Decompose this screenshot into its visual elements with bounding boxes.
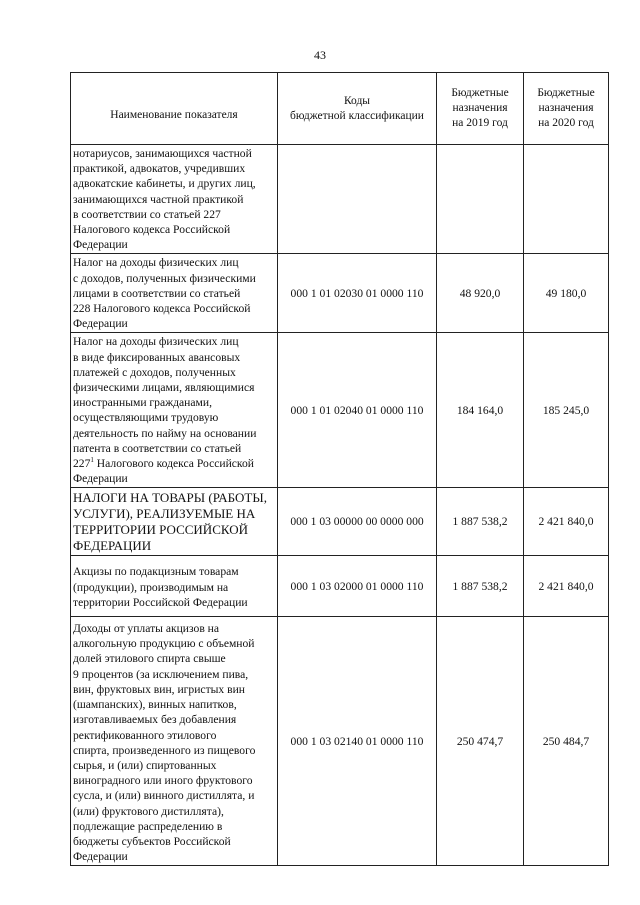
article-superscript: 1 [90,456,94,465]
row-code-cell: 000 1 03 02000 01 0000 110 [278,556,437,617]
row-name-line: в виде фиксированных авансовых [73,350,241,364]
row-2020-cell: 185 245,0 [524,333,609,488]
header-2019-line: назначения [452,102,508,114]
row-name-line: ректификованного этилового [73,728,217,742]
row-name-line: сусла, и (или) винного дистиллята, и [73,789,255,803]
row-2019-cell: 1 887 538,2 [437,488,524,556]
row-name-line: (или) фруктового дистиллята), [73,804,224,818]
header-2020-line: назначения [538,102,594,114]
row-name-line: нотариусов, занимающихся частной [73,147,252,160]
row-name-line: иностранными гражданами, [73,396,212,410]
header-codes-line: Коды [343,94,371,107]
header-2020-line: Бюджетные [537,87,595,99]
header-2019-line: Бюджетные [451,87,509,99]
row-name-line: бюджеты субъектов Российской [73,834,231,848]
row-name-line: адвокатские кабинеты, и других лиц, [73,177,256,191]
table-row [71,333,609,488]
row-name-line: УСЛУГИ), РЕАЛИЗУЕМЫЕ НА [73,506,256,522]
row-2019-cell [437,145,524,254]
table-row [71,556,609,617]
row-name-line: НАЛОГИ НА ТОВАРЫ (РАБОТЫ, [73,490,267,506]
row-name-line: в соответствии со статьей 227 [73,207,221,221]
row-name-line: сырья, и (или) спиртованных [73,758,217,772]
row-name-line: Акцизы по подакцизным товарам [73,565,239,579]
row-name-line: виноградного или иного фруктового [73,774,253,788]
row-name-line: деятельность по найму на основании [73,426,257,440]
header-codes-line: бюджетной классификации [290,109,424,122]
row-name-cell [71,556,278,617]
row-name-line: платежей с доходов, полученных [73,365,236,379]
row-name-line: (продукции), производимым на [73,580,229,594]
row-name-line: Доходы от уплаты акцизов на [73,622,220,636]
row-name-line: изготавливаемых без добавления [73,713,237,727]
row-name-line: Налогового кодекса Российской [73,223,231,237]
table-row [71,617,609,866]
row-name-line: Налог на доходы физических лиц [73,335,239,349]
table-row [71,254,609,333]
row-name-line: практикой, адвокатов, учредивших [73,162,246,176]
row-name-line: 228 Налогового кодекса Российской [73,302,251,316]
budget-table [70,72,609,866]
row-2019-cell: 250 474,7 [437,617,524,866]
page-number: 43 [314,48,326,62]
row-name-cell [71,145,278,254]
header-budget-2020 [524,73,609,145]
row-2020-cell: 2 421 840,0 [524,556,609,617]
row-name-line: осуществляющими трудовую [73,411,219,425]
row-code-cell: 000 1 01 02030 01 0000 110 [278,254,437,333]
row-name-line [73,456,276,471]
row-name-line: спирта, произведенного из пищевого [73,743,256,757]
table-row [71,145,609,254]
row-2019-cell: 184 164,0 [437,333,524,488]
article-rest: Налогового кодекса Российской [93,457,254,471]
row-name-cell [71,333,278,488]
row-name-line: (шампанских), винных напитков, [73,698,237,712]
header-2020-line: на 2020 год [538,117,594,129]
header-name: Наименование показателя [71,73,278,145]
row-name-cell [71,254,278,333]
row-2020-cell: 2 421 840,0 [524,488,609,556]
row-name-line: ТЕРРИТОРИИ РОССИЙСКОЙ [73,522,248,538]
row-name-line: лицами в соответствии со статьей [73,286,241,300]
row-2019-cell: 48 920,0 [437,254,524,333]
row-code-cell: 000 1 03 00000 00 0000 000 [278,488,437,556]
row-name-line: долей этилового спирта свыше [73,652,226,666]
row-name-line: вин, фруктовых вин, игристых вин [73,682,246,696]
row-name-line: с доходов, полученных физическими [73,271,256,285]
row-2020-cell [524,145,609,254]
header-budget-2019 [437,73,524,145]
row-name-line: подлежащие распределению в [73,819,223,833]
row-name-line: занимающихся частной практикой [73,192,244,206]
table-row [71,488,609,556]
row-code-cell: 000 1 01 02040 01 0000 110 [278,333,437,488]
row-name-line: ФЕДЕРАЦИИ [73,538,152,554]
header-2019-line: на 2019 год [452,117,508,129]
row-2020-cell: 49 180,0 [524,254,609,333]
row-code-cell: 000 1 03 02140 01 0000 110 [278,617,437,866]
row-name-line: патента в соответствии со статьей [73,441,242,455]
article-number: 227 [73,457,91,471]
row-name-line: 9 процентов (за исключением пива, [73,667,249,681]
row-code-cell [278,145,437,254]
row-name-line: алкогольную продукцию с объемной [73,637,255,651]
row-name-cell [71,488,278,556]
row-name-line: физическими лицами, являющимися [73,381,255,395]
row-2019-cell: 1 887 538,2 [437,556,524,617]
row-name-line: Федерации [73,238,128,252]
row-name-line: Федерации [73,472,128,486]
row-name-line: Федерации [73,317,128,331]
header-codes [278,73,437,145]
row-name-line: Налог на доходы физических лиц [73,256,239,270]
row-2020-cell: 250 484,7 [524,617,609,866]
row-name-line: территории Российской Федерации [73,595,248,609]
row-name-cell [71,617,278,866]
row-name-line: Федерации [73,850,128,864]
table-header [71,73,609,145]
